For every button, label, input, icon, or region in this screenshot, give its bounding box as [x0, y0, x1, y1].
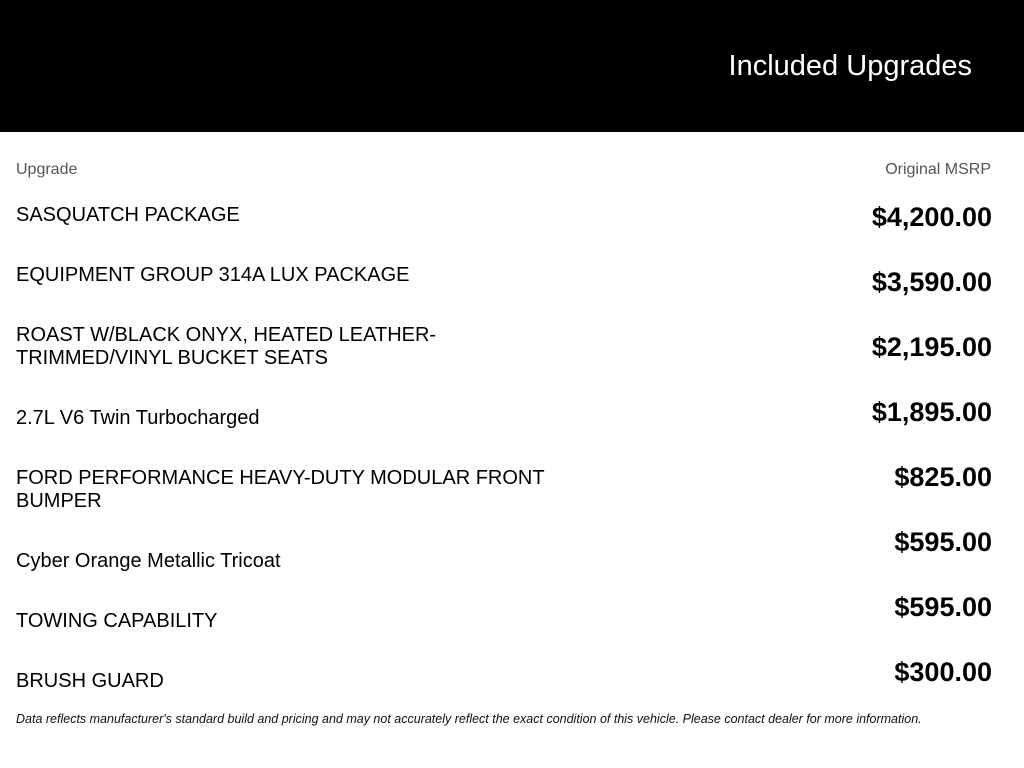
upgrade-name: 2.7L V6 Twin Turbocharged — [16, 407, 260, 429]
upgrade-price: $2,195.00 — [871, 332, 992, 362]
upgrade-name: TOWING CAPABILITY — [16, 610, 218, 632]
upgrade-name: BRUSH GUARD — [16, 670, 164, 692]
upgrade-price: $1,895.00 — [871, 397, 992, 427]
column-header-upgrade: Upgrade — [16, 161, 78, 178]
upgrade-price: $3,590.00 — [871, 267, 992, 297]
upgrade-price: $595.00 — [894, 527, 992, 557]
page-title: Included Upgrades — [728, 50, 972, 82]
upgrade-name: FORD PERFORMANCE HEAVY-DUTY MODULAR FRONT BUMPER — [16, 467, 545, 512]
upgrade-name: EQUIPMENT GROUP 314A LUX PACKAGE — [16, 264, 410, 286]
upgrade-name: SASQUATCH PACKAGE — [16, 204, 240, 226]
column-header-original-msrp: Original MSRP — [885, 161, 991, 178]
upgrade-price: $595.00 — [894, 592, 992, 622]
upgrade-name: Cyber Orange Metallic Tricoat — [16, 550, 281, 572]
header-banner — [0, 0, 1024, 132]
disclaimer-text: Data reflects manufacturer's standard build and pricing and may not accurately reflect the exact condition of this vehicle. Please contact dealer for more information. — [16, 712, 922, 726]
upgrade-price: $300.00 — [894, 657, 992, 687]
upgrade-price: $825.00 — [894, 462, 992, 492]
upgrade-price: $4,200.00 — [871, 202, 992, 232]
upgrade-name: ROAST W/BLACK ONYX, HEATED LEATHER-TRIMMED/VINYL BUCKET SEATS — [16, 324, 437, 369]
